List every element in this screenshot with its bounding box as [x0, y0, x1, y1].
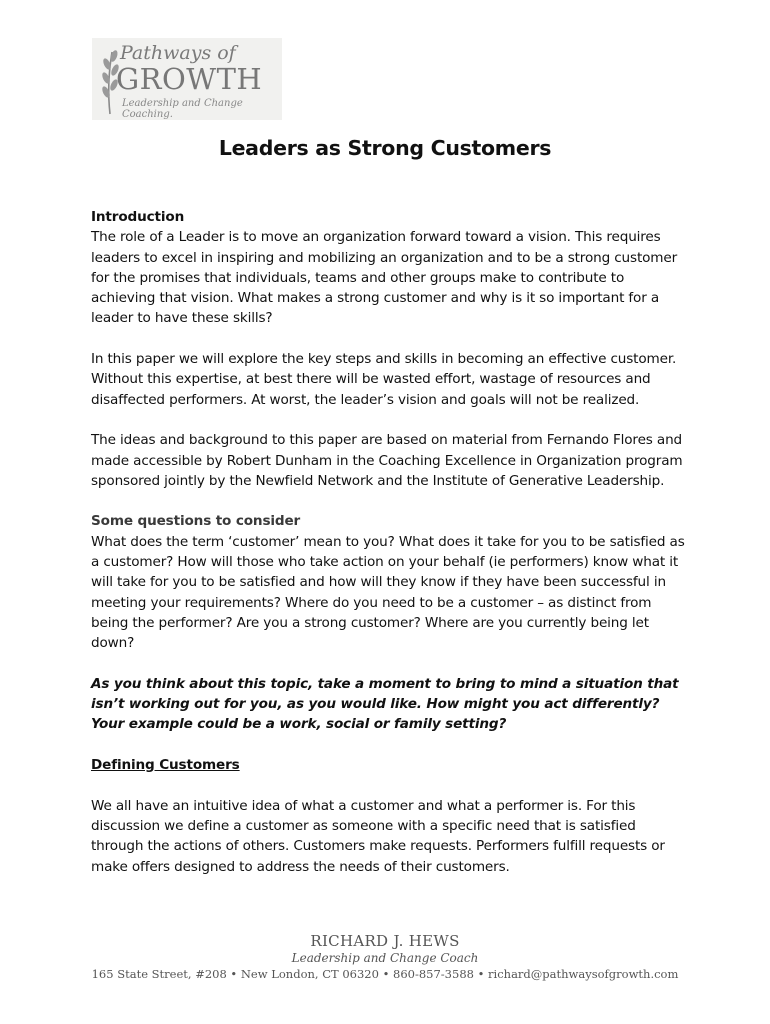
page-title: Leaders as Strong Customers [218, 136, 552, 160]
letterhead-footer [0, 932, 770, 981]
defining-paragraph: We all have an intuitive idea of what a customer and what a performer is. For this discussion we define a customer as someone with a specific need that is satisfied through the actions of others. Customers make requests. Performers fulfill requests or make offers designed to address the needs of their customers. [91, 797, 665, 875]
questions-paragraph: What does the term ‘customer’ mean to you? What does it take for you to be satisfied as a customer? How will those who take action on your behalf (ie performers) know what it will take for you to be satisfied and how will they know if they have been successful in meeting your requirements? Where do you need to be a customer – as distinct from being the performer? Are you a strong customer? Where are you currently being let down? [91, 533, 685, 652]
logo-line-1: Pathways of [120, 42, 236, 64]
company-logo [92, 38, 282, 120]
questions-heading: Some questions to consider [91, 513, 301, 530]
reflection-paragraph: As you think about this topic, take a moment to bring to mind a situation that isn’t working out for you, as you would like. How might you act differently? Your example could be a work, social or family setting? [91, 675, 679, 733]
defining-heading: Defining Customers [91, 757, 240, 774]
intro-heading: Introduction [91, 209, 185, 225]
logo-tagline: Leadership and Change Coaching. [122, 98, 243, 120]
intro-paragraph-2: In this paper we will explore the key steps and skills in becoming an effective customer. Without this expertise, at best there will be wasted effort, wastage of resources and disaffected performers. At worst, the leader’s vision and goals will not be realized. [91, 351, 677, 408]
footer-address: 165 State Street, #208 • New London, CT 06320 • 860-857-3588 • richard@pathwaysofgrowth.com [91, 967, 679, 981]
intro-paragraph-1: The role of a Leader is to move an organization forward toward a vision. This requires leaders to excel in inspiring and mobilizing an organization and to be a strong customer for the promises that individuals, teams and other groups make to contribute to achieving that vision. What makes a strong customer and why is it so important for a leader to have these skills? [91, 229, 678, 327]
logo-line-2: GROWTH [116, 62, 263, 96]
footer-role: Leadership and Change Coach [291, 951, 479, 965]
footer-name: RICHARD J. HEWS [310, 932, 460, 950]
intro-paragraph-3: The ideas and background to this paper are based on material from Fernando Flores and made accessible by Robert Dunham in the Coaching Excellence in Organization program sponsored jointly by the Newfield Network and the Institute of Generative Leadership. [91, 432, 683, 489]
document-body [91, 207, 689, 897]
